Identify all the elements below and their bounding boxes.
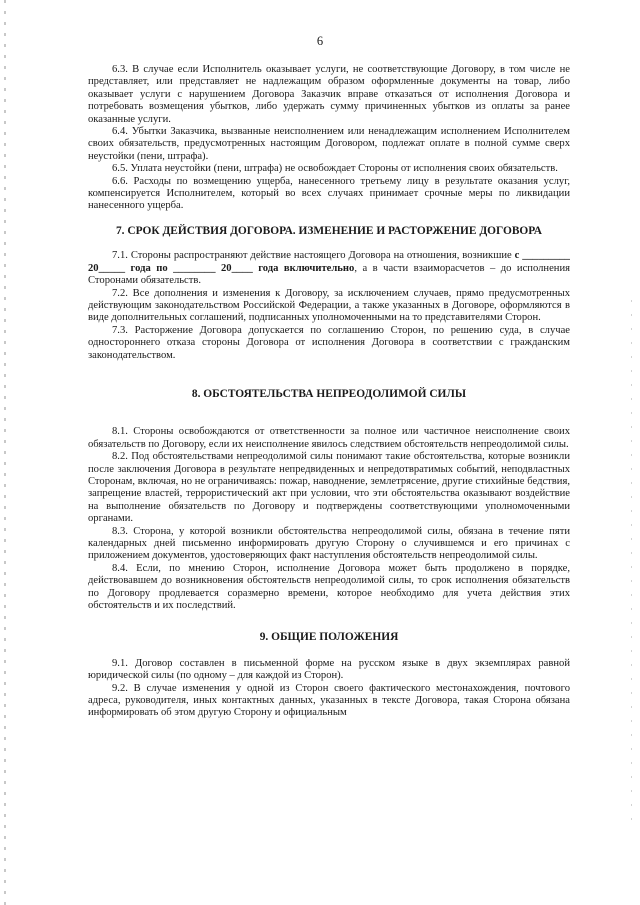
clause-7-3: 7.3. Расторжение Договора допускается по соглашению Сторон, по решению суда, в случае одностороннего отказа стороны Договора от исполнения Договора в соответствии с гражданским законодательством.	[88, 324, 570, 361]
clause-8-4: 8.4. Если, по мнению Сторон, исполнение Договора может быть продолжено в порядке, действовавшем до возникновения обстоятельств непреодолимой силы, то срок исполнения обязательств по Договору продлевается соразмерно времени, которое необходимо для учета действия этих обстоятельств и их последствий.	[88, 562, 570, 612]
section-7-title: 7. СРОК ДЕЙСТВИЯ ДОГОВОРА. ИЗМЕНЕНИЕ И РАСТОРЖЕНИЕ ДОГОВОРА	[115, 224, 543, 237]
clause-6-6: 6.6. Расходы по возмещению ущерба, нанесенного третьему лицу в результате оказания услуг, компенсируется Исполнителем, который во всех случаях принимает срочные меры по ликвидации нанесенного ущерба.	[88, 175, 570, 212]
clause-6-4: 6.4. Убытки Заказчика, вызванные неисполнением или ненадлежащим исполнением Исполнителем своих обязательств, предусмотренных настоящим Договором, подлежат оплате в полной сумме сверх неустойки (пени, штрафа).	[88, 126, 570, 162]
clause-6-5: 6.5. Уплата неустойки (пени, штрафа) не освобождает Стороны от исполнения своих обязательств.	[112, 163, 558, 175]
clause-7-1-intro: 7.1. Стороны распространяют действие настоящего Договора на отношения, возникшие	[112, 250, 515, 262]
document-body	[88, 64, 570, 720]
clause-7-1	[88, 250, 570, 287]
clause-8-2: 8.2. Под обстоятельствами непреодолимой силы понимают такие обстоятельства, которые возникли после заключения Договора в результате непредвиденных и непредотвратимых событий, неподвластных Сторонам, включая, но не ограничиваясь: пожар, наводнение, землетрясение, другие стихийные бедствия, запрещение властей, террористический акт при условии, что эти обстоятельства оказывают воздействие на выполнение обязательств по Договору и подтверждены соответствующими уполномоченными органами.	[88, 451, 570, 525]
section-9-title: 9. ОБЩИЕ ПОЛОЖЕНИЯ	[259, 631, 399, 644]
page-number: 6	[316, 34, 324, 48]
clause-9-2: 9.2. В случае изменения у одной из Сторон своего фактического местонахождения, почтового адреса, руководителя, иных контактных данных, указанных в тексте Договора, такая Сторона обязана информировать об этом другую Сторону и официальным	[88, 682, 570, 719]
scan-edge-left	[4, 0, 6, 905]
clause-7-1-tail: , а в части взаиморасчетов – до исполнения Сторонами обязательств.	[88, 262, 570, 287]
section-8-title: 8. ОБСТОЯТЕЛЬСТВА НЕПРЕОДОЛИМОЙ СИЛЫ	[191, 387, 467, 400]
clause-7-1-term: с _________ 20_____ года по ________ 20____ года включительно	[88, 250, 570, 274]
scan-edge-right	[631, 300, 632, 820]
clause-6-3: 6.3. В случае если Исполнитель оказывает услуги, не соответствующие Договору, в том числе не представляет, или представляет не надлежащим образом оформленные документы на товар, либо оказывает услуги с нарушением Договора Заказчик вправе отказаться от исполнения Договора и потребовать возмещения убытков, либо удержать сумму причиненных убытков из оплаты за ранее оказанные услуги.	[88, 64, 570, 125]
clause-8-3: 8.3. Сторона, у которой возникли обстоятельства непреодолимой силы, обязана в течение пяти календарных дней письменно информировать другую Сторону о случившемся и его причинах с приложением документов, удостоверяющих факт наступления обстоятельств непреодолимой силы.	[88, 525, 570, 562]
clause-9-1: 9.1. Договор составлен в письменной форме на русском языке в двух экземплярах равной юридической силы (по одному – для каждой из Сторон).	[88, 657, 570, 682]
clause-7-2: 7.2. Все дополнения и изменения к Договору, за исключением случаев, прямо предусмотренных действующим законодательством Российской Федерации, а также указанных в Договоре, оформляются в виде дополнительных соглашений, подписанных уполномоченными на то представителями Сторон.	[88, 287, 570, 324]
clause-8-1: 8.1. Стороны освобождаются от ответственности за полное или частичное неисполнение своих обязательств по Договору, если их неисполнение явилось следствием обстоятельств непреодолимой силы.	[88, 426, 570, 450]
